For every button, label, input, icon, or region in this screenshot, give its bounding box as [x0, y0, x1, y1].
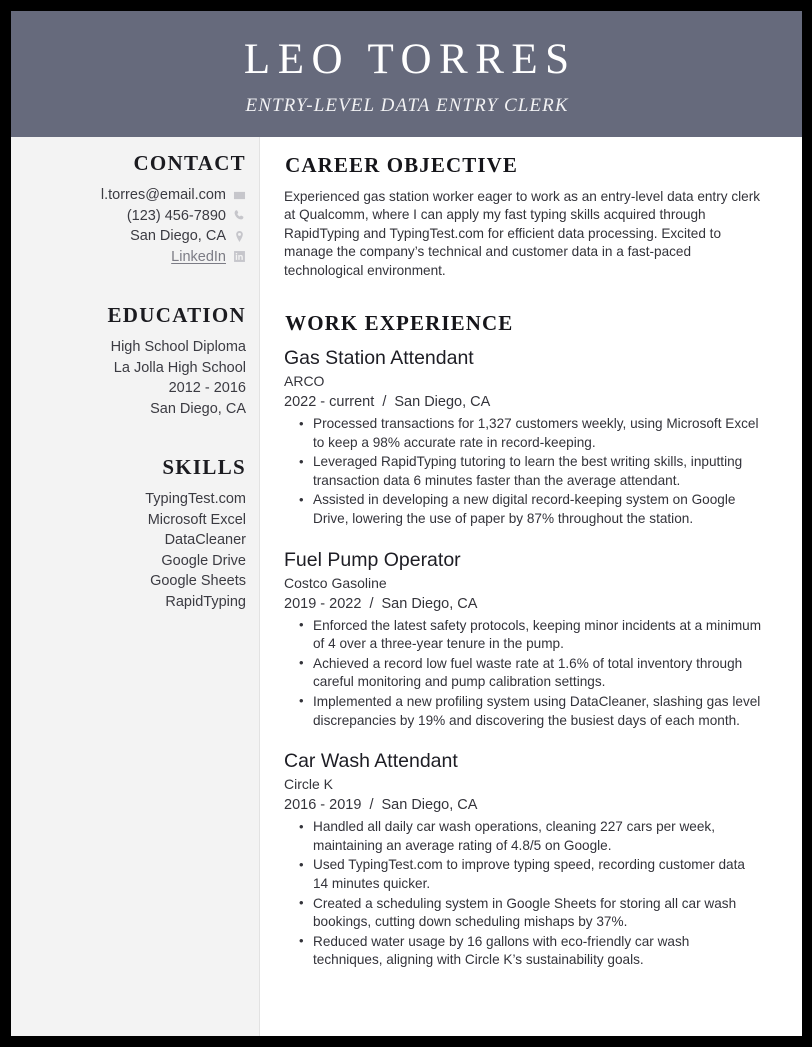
- job-bullet-list: [284, 617, 762, 731]
- contact-location-text: San Diego, CA: [130, 228, 226, 244]
- job-bullet: • Assisted in developing a new digital record-keeping system on Google Drive, lowering the use of paper by 87% throughout the station.: [313, 491, 762, 528]
- contact-heading: CONTACT: [133, 151, 246, 175]
- skills-heading: SKILLS: [162, 455, 246, 479]
- envelope-icon: [233, 189, 246, 202]
- job-entry: [284, 548, 762, 731]
- education-dates: 2012 - 2016: [168, 380, 246, 396]
- job-meta-separator: /: [382, 394, 387, 411]
- contact-phone-text: (123) 456-7890: [126, 207, 226, 224]
- phone-icon: [233, 209, 246, 222]
- job-bullet: • Handled all daily car wash operations, cleaning 227 cars per week, maintaining an average rating of 4.8/5 on Google.: [313, 818, 762, 855]
- skill-item: RapidTyping: [165, 593, 246, 610]
- job-location: San Diego, CA: [381, 595, 478, 612]
- contact-item-email: [23, 185, 246, 206]
- main-column: [260, 137, 802, 1036]
- education-school: La Jolla High School: [113, 359, 246, 376]
- contact-item-linkedin[interactable]: [23, 247, 246, 268]
- job-bullet: • Implemented a new profiling system using DataCleaner, slashing gas level discrepancies by 19% and discovering the busiest days of each month.: [313, 693, 762, 730]
- job-dates: 2019 - 2022: [284, 595, 362, 612]
- job-company: ARCO: [284, 373, 325, 390]
- job-bullet: • Leveraged RapidTyping tutoring to learn the best writing skills, inputting transaction data 6 minutes faster than the average attendant.: [313, 453, 762, 490]
- job-entry: [284, 749, 762, 970]
- job-meta: [284, 594, 762, 614]
- job-location: San Diego, CA: [394, 394, 491, 411]
- skill-item: TypingTest.com: [145, 491, 246, 507]
- job-bullet-list: [284, 818, 762, 970]
- job-location: San Diego, CA: [381, 797, 478, 814]
- skill-item: DataCleaner: [164, 532, 246, 548]
- job-meta: [284, 795, 762, 815]
- candidate-name: LEO TORRES: [243, 35, 577, 83]
- job-entry: [284, 346, 762, 529]
- education-degree: High School Diploma: [110, 339, 246, 355]
- career-objective-heading: CAREER OBJECTIVE: [285, 153, 518, 177]
- location-pin-icon: [233, 230, 246, 243]
- job-title: Car Wash Attendant: [284, 750, 458, 773]
- job-bullet: • Enforced the latest safety protocols, keeping minor incidents at a minimum of 4 over a three-year tenure in the pump.: [313, 617, 762, 654]
- linkedin-icon[interactable]: [233, 250, 246, 263]
- job-bullet: • Used TypingTest.com to improve typing speed, recording customer data 14 minutes quicker.: [313, 856, 762, 893]
- job-dates: 2016 - 2019: [284, 797, 362, 814]
- job-bullet: • Processed transactions for 1,327 customers weekly, using Microsoft Excel to keep a 98% accurate rate in record-keeping.: [313, 415, 762, 452]
- work-experience-heading: WORK EXPERIENCE: [285, 311, 514, 336]
- job-title: Gas Station Attendant: [284, 347, 474, 370]
- sidebar: [11, 137, 260, 1036]
- skill-item: Google Sheets: [150, 573, 246, 589]
- contact-item-location: [23, 226, 246, 247]
- contact-linkedin-link[interactable]: LinkedIn: [171, 248, 226, 265]
- contact-email-text: l.torres@email.com: [100, 187, 226, 203]
- job-bullet: • Achieved a record low fuel waste rate at 1.6% of total inventory through careful monitoring and pump calibration settings.: [313, 655, 762, 692]
- candidate-job-title: ENTRY-LEVEL DATA ENTRY CLERK: [245, 95, 569, 117]
- education-heading: EDUCATION: [107, 303, 246, 327]
- career-objective-text: Experienced gas station worker eager to work as an entry-level data entry clerk at Qualcomm, where I can apply my fast typing skills acquired through RapidTyping and TypingTest.com for efficient data processing. Excited to manage the company’s technical and customer data in a fast-paced technological environment.: [284, 189, 761, 278]
- job-title: Fuel Pump Operator: [284, 548, 461, 571]
- job-meta: [284, 392, 762, 412]
- contact-item-phone: [23, 206, 246, 227]
- job-dates: 2022 - current: [284, 394, 375, 411]
- resume-header: [11, 11, 802, 137]
- job-bullet: • Created a scheduling system in Google Sheets for storing all car wash bookings, cutting down scheduling mishaps by 37%.: [313, 895, 762, 932]
- job-bullet: • Reduced water usage by 16 gallons with eco-friendly car wash techniques, aligning with Circle K’s sustainability goals.: [313, 933, 762, 970]
- skill-item: Google Drive: [161, 552, 246, 569]
- job-company: Costco Gasoline: [284, 574, 387, 591]
- job-meta-separator: /: [369, 797, 374, 814]
- job-meta-separator: /: [369, 595, 374, 612]
- job-bullet-list: [284, 415, 762, 529]
- job-company: Circle K: [284, 776, 334, 793]
- skill-item: Microsoft Excel: [147, 511, 246, 528]
- resume-document: [11, 11, 802, 1036]
- resume-body: [11, 137, 802, 1036]
- education-location: San Diego, CA: [150, 400, 246, 417]
